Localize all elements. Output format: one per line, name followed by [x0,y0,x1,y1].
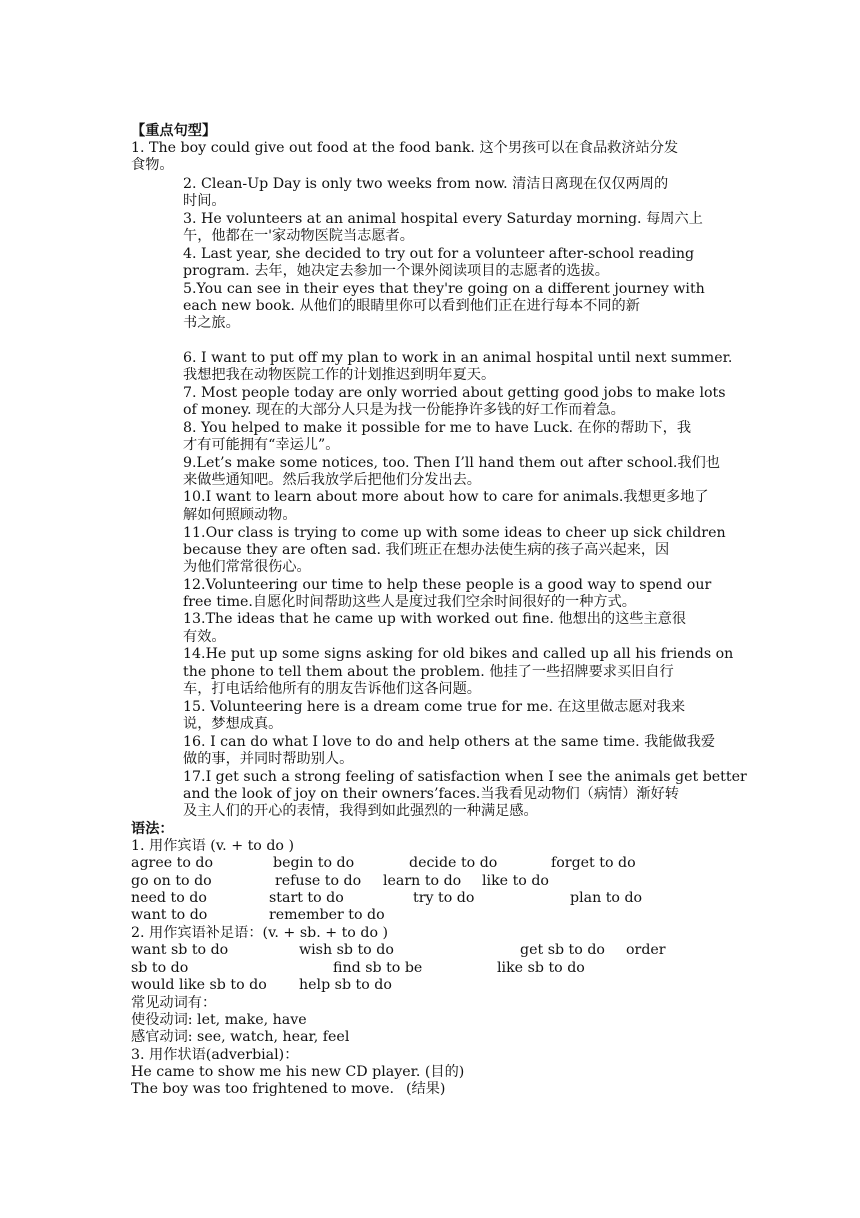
sentence-line: 4. Last year, she decided to try out for a volunteer after-school reading [183,246,695,262]
phrase-item: like sb to do [497,960,585,976]
phrase-item: plan to do [570,890,643,906]
sentence-line: and the look of joy on their owners’faces.当我看见动物们（病情）渐好转 [183,786,679,802]
phrase-item: try to do [413,890,475,906]
phrase-item: wish sb to do [299,942,394,958]
example-sentence: He came to show me his new CD player. (目的) [131,1064,465,1080]
phrase-item: would like sb to do [131,977,267,993]
phrase-item: help sb to do [299,977,392,993]
phrase-item: remember to do [269,907,385,923]
sentence-line: 午，他都在一'家动物医院当志愿者。 [183,228,414,244]
sentence-line: 13.The ideas that he came up with worked out fine. 他想出的这些主意很 [183,611,687,627]
grammar-section-3-title: 3. 用作状语(adverbial)： [131,1047,299,1063]
grammar-section-1-title: 1. 用作宾语 (v. + to do ) [131,838,295,854]
sentence-line: free time.自愿化时间帮助这些人是度过我们空余时间很好的一种方式。 [183,594,636,610]
sentence-line: 时间。 [183,193,226,209]
common-verbs-label: 常见动词有： [131,995,217,1011]
sentence-line: 2. Clean-Up Day is only two weeks from now. 清洁日离现在仅仅两周的 [183,176,669,192]
sentence-line: 7. Most people today are only worried about getting good jobs to make lots [183,385,726,401]
sentence-line: 5.You can see in their eyes that they're going on a different journey with [183,281,705,297]
sentence-line: 食物。 [131,157,174,173]
sentence-line: 我想把我在动物医院工作的计划推迟到明年夏天。 [183,367,496,383]
phrase-item: order [626,942,666,958]
phrase-item: need to do [131,890,207,906]
key-sentences-heading: 【重点句型】 [131,123,217,139]
grammar-heading: 语法： [131,821,174,837]
sentence-line: program. 去年，她决定去参加一个课外阅读项目的志愿者的选拔。 [183,263,609,279]
phrase-item: like to do [482,873,549,889]
phrase-item: begin to do [273,855,355,871]
phrase-item: get sb to do [520,942,605,958]
sentence-line: 来做些通知吧。然后我放学后把他们分发出去。 [183,472,481,488]
phrase-item: want to do [131,907,208,923]
example-note: (结果) [406,1081,446,1097]
phrase-item: want sb to do [131,942,229,958]
sentence-line: the phone to tell them about the problem. 他挂了一些招牌要求买旧自行 [183,664,674,680]
phrase-item: refuse to do [275,873,362,889]
sentence-line: of money. 现在的大部分人只是为找一份能挣许多钱的好工作而着急。 [183,402,625,418]
sentence-line: 解如何照顾动物。 [183,507,297,523]
sentence-line: 说，梦想成真。 [183,716,283,732]
sentence-line: 10.I want to learn about more about how to care for animals.我想更多地了 [183,489,709,505]
causative-verbs: 使役动词: let, make, have [131,1012,307,1028]
sentence-line: 15. Volunteering here is a dream come true for me. 在这里做志愿对我来 [183,699,686,715]
sentence-line: 1. The boy could give out food at the food bank. 这个男孩可以在食品救济站分发 [131,140,679,156]
sentence-line: 14.He put up some signs asking for old bikes and called up all his friends on [183,646,734,662]
sentence-line: 才有可能拥有“幸运儿”。 [183,437,340,453]
sentence-line: 11.Our class is trying to come up with some ideas to cheer up sick children [183,525,726,541]
grammar-section-2-title: 2. 用作宾语补足语：(v. + sb. + to do ) [131,925,389,941]
phrase-item: go on to do [131,873,212,889]
phrase-item: agree to do [131,855,214,871]
sentence-line: 做的事，并同时帮助别人。 [183,751,354,767]
sentence-line: each new book. 从他们的眼睛里你可以看到他们正在进行每本不同的新 [183,298,640,314]
sentence-line: 8. You helped to make it possible for me to have Luck. 在你的帮助下，我 [183,420,692,436]
sentence-line: 车，打电话给他所有的朋友告诉他们这各问题。 [183,681,481,697]
sentence-line: 6. I want to put off my plan to work in an animal hospital until next summer. [183,350,733,366]
sentence-line: because they are often sad. 我们班正在想办法使生病的孩子高兴起来，因 [183,542,670,558]
sentence-line: 书之旅。 [183,315,240,331]
sentence-line: 为他们常常很伤心。 [183,559,311,575]
phrase-item: find sb to be [333,960,423,976]
example-sentence: The boy was too frightened to move. [131,1081,395,1097]
sensory-verbs: 感官动词: see, watch, hear, feel [131,1029,350,1045]
sentence-line: 9.Let’s make some notices, too. Then I’ll hand them out after school.我们也 [183,455,720,471]
sentence-line: 17.I get such a strong feeling of satisfaction when I see the animals get better [183,769,747,785]
phrase-item: sb to do [131,960,189,976]
phrase-item: forget to do [551,855,636,871]
sentence-line: 3. He volunteers at an animal hospital every Saturday morning. 每周六上 [183,211,703,227]
phrase-item: learn to do [383,873,462,889]
sentence-line: 有效。 [183,629,226,645]
sentence-line: 及主人们的开心的表情，我得到如此强烈的一种满足感。 [183,803,538,819]
sentence-line: 16. I can do what I love to do and help others at the same time. 我能做我爱 [183,734,716,750]
phrase-item: start to do [269,890,344,906]
phrase-item: decide to do [409,855,498,871]
sentence-line: 12.Volunteering our time to help these people is a good way to spend our [183,577,712,593]
